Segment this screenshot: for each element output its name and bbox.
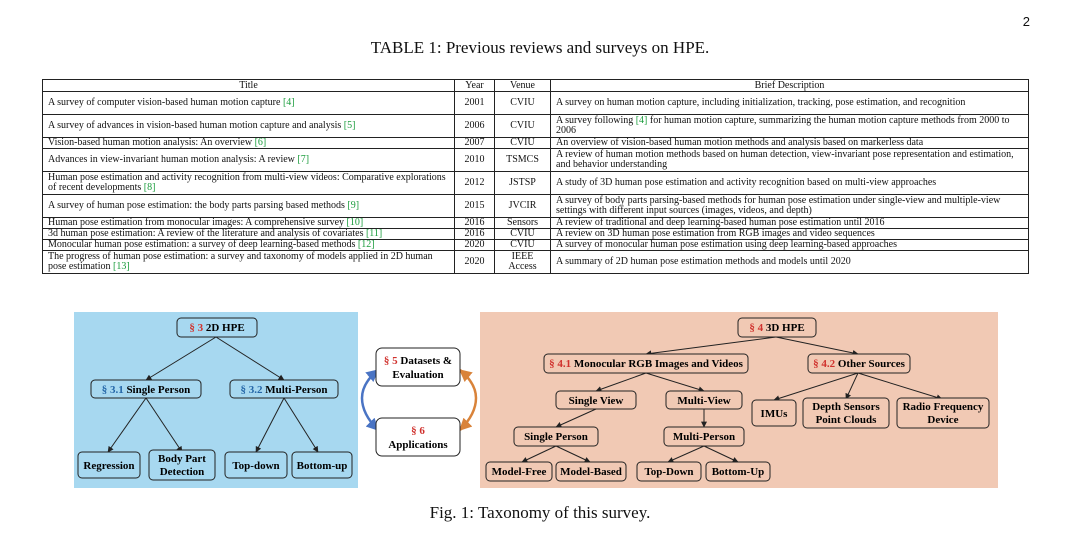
svg-text:Model-Free: Model-Free bbox=[491, 466, 547, 478]
cell-venue: JSTSP bbox=[495, 172, 551, 195]
citation-ref[interactable]: [10] bbox=[346, 217, 364, 228]
node-top-down-3d bbox=[637, 462, 701, 481]
node-top-down bbox=[225, 452, 287, 478]
cell-description: A summary of 2D human pose estimation methods and models until 2020 bbox=[551, 251, 1029, 274]
cell-description: A survey of body parts parsing-based methods for human pose estimation under single-view and multiple-view settings with different input sources (images, videos, and depth) bbox=[551, 195, 1029, 218]
svg-text:§ 3.1 Single Person: § 3.1 Single Person bbox=[101, 384, 191, 396]
cell-title: A survey of advances in vision-based human motion capture and analysis [5] bbox=[43, 115, 455, 138]
svg-text:Detection: Detection bbox=[159, 466, 205, 478]
cell-year: 2020 bbox=[455, 240, 495, 251]
cell-year: 2020 bbox=[455, 251, 495, 274]
citation-ref[interactable]: [8] bbox=[143, 182, 156, 193]
node-depth-sensors bbox=[803, 398, 889, 428]
citation-ref[interactable]: [11] bbox=[365, 228, 383, 239]
svg-text:Multi-View: Multi-View bbox=[677, 395, 731, 407]
svg-text:§ 4 3D HPE: § 4 3D HPE bbox=[749, 322, 805, 334]
cell-title: Advances in view-invariant human motion analysis: A review [7] bbox=[43, 149, 455, 172]
cell-year: 2016 bbox=[455, 218, 495, 229]
table-caption: TABLE 1: Previous reviews and surveys on HPE. bbox=[370, 38, 710, 57]
cell-description: A study of 3D human pose estimation and activity recognition based on multi-view approaches bbox=[551, 172, 1029, 195]
node-radio-frequency bbox=[897, 398, 989, 428]
cell-description: An overview of vision-based human motion methods and analysis based on markerless data bbox=[551, 138, 1029, 149]
cell-title: A survey of human pose estimation: the body parts parsing based methods [9] bbox=[43, 195, 455, 218]
citation-ref[interactable]: [9] bbox=[347, 200, 360, 211]
node-regression bbox=[78, 452, 140, 478]
cell-year: 2015 bbox=[455, 195, 495, 218]
node-other-sources bbox=[808, 354, 910, 373]
page-number: 2 bbox=[1022, 14, 1030, 29]
node-bottom-up-3d bbox=[706, 462, 770, 481]
cell-title: Vision-based human motion analysis: An overview [6] bbox=[43, 138, 455, 149]
arrow-3d-to-applications bbox=[460, 398, 476, 430]
node-multi-view bbox=[666, 391, 742, 409]
svg-text:Radio Frequency: Radio Frequency bbox=[902, 401, 984, 413]
cell-title: 3d human pose estimation: A review of the literature and analysis of covariates [11] bbox=[43, 229, 455, 240]
cell-description: A survey following [4] for human motion capture, summarizing the human motion capture methods from 2000 to 2006 bbox=[551, 115, 1029, 138]
citation-ref[interactable]: [7] bbox=[297, 154, 310, 165]
arrow-3d-to-datasets bbox=[460, 370, 476, 398]
header-title: Title bbox=[43, 80, 455, 92]
node-single-person-3d bbox=[514, 427, 598, 446]
node-3d-hpe bbox=[738, 318, 816, 337]
node-body-part-detection bbox=[149, 450, 215, 480]
cell-venue: IEEE Access bbox=[495, 251, 551, 274]
cell-year: 2012 bbox=[455, 172, 495, 195]
node-monocular bbox=[544, 354, 748, 373]
cell-venue: CVIU bbox=[495, 229, 551, 240]
header-description: Brief Description bbox=[551, 80, 1029, 92]
cell-venue: CVIU bbox=[495, 240, 551, 251]
citation-ref[interactable]: [4] bbox=[635, 115, 648, 126]
cell-venue: CVIU bbox=[495, 138, 551, 149]
node-multi-person-3d bbox=[664, 427, 744, 446]
svg-text:§ 5 Datasets &: § 5 Datasets & bbox=[383, 355, 453, 367]
cell-venue: CVIU bbox=[495, 92, 551, 115]
svg-text:§ 4.2 Other Sources: § 4.2 Other Sources bbox=[813, 358, 905, 370]
svg-text:§ 4.1 Monocular RGB Images and: § 4.1 Monocular RGB Images and Videos bbox=[549, 358, 743, 370]
cell-title: The progress of human pose estimation: a survey and taxonomy of models applied in 2D human pose estimation [13] bbox=[43, 251, 455, 274]
citation-ref[interactable]: [13] bbox=[113, 261, 130, 272]
node-datasets-evaluation bbox=[376, 348, 460, 386]
cell-year: 2010 bbox=[455, 149, 495, 172]
cell-title: Human pose estimation from monocular images: A comprehensive survey [10] bbox=[43, 218, 455, 229]
cell-year: 2016 bbox=[455, 229, 495, 240]
svg-text:§ 3 2D HPE: § 3 2D HPE bbox=[189, 322, 245, 334]
cell-year: 2001 bbox=[455, 92, 495, 115]
cell-description: A review on 3D human pose estimation from RGB images and video sequences bbox=[551, 229, 1029, 240]
citation-ref[interactable]: [4] bbox=[282, 97, 295, 108]
node-single-person bbox=[91, 380, 201, 398]
svg-text:Applications: Applications bbox=[388, 439, 448, 451]
cell-title: A survey of computer vision-based human motion capture [4] bbox=[43, 92, 455, 115]
cell-venue: JVCIR bbox=[495, 195, 551, 218]
cell-title: Monocular human pose estimation: a survey of deep learning-based methods [12] bbox=[43, 240, 455, 251]
svg-text:Top-Down: Top-Down bbox=[644, 466, 694, 478]
header-venue: Venue bbox=[495, 80, 551, 92]
cell-title: Human pose estimation and activity recognition from multi-view videos: Comparative explorations of recent developments [8] bbox=[43, 172, 455, 195]
node-imus bbox=[752, 400, 796, 426]
svg-text:Point Clouds: Point Clouds bbox=[815, 414, 877, 426]
node-model-based bbox=[556, 462, 626, 481]
node-multi-person bbox=[230, 380, 338, 398]
svg-text:IMUs: IMUs bbox=[760, 408, 788, 420]
svg-text:Single Person: Single Person bbox=[524, 431, 588, 443]
cell-venue: CVIU bbox=[495, 115, 551, 138]
svg-text:Model-Based: Model-Based bbox=[560, 466, 622, 478]
svg-text:Multi-Person: Multi-Person bbox=[672, 431, 736, 443]
citation-ref[interactable]: [12] bbox=[357, 239, 375, 250]
node-model-free bbox=[486, 462, 552, 481]
svg-text:Single View: Single View bbox=[568, 395, 624, 407]
node-applications bbox=[376, 418, 460, 456]
svg-text:§ 3.2 Multi-Person: § 3.2 Multi-Person bbox=[240, 384, 328, 396]
figure-caption: Fig. 1: Taxonomy of this survey. bbox=[429, 503, 651, 522]
cell-year: 2007 bbox=[455, 138, 495, 149]
citation-ref[interactable]: [6] bbox=[254, 137, 267, 148]
cell-description: A review of traditional and deep learning-based human pose estimation until 2016 bbox=[551, 218, 1029, 229]
citation-ref[interactable]: [5] bbox=[343, 120, 356, 131]
svg-text:Bottom-up: Bottom-up bbox=[296, 460, 348, 472]
svg-text:Bottom-Up: Bottom-Up bbox=[711, 466, 765, 478]
node-2d-hpe bbox=[177, 318, 257, 337]
svg-text:§ 6: § 6 bbox=[411, 425, 425, 437]
svg-text:Evaluation: Evaluation bbox=[392, 369, 444, 381]
cell-year: 2006 bbox=[455, 115, 495, 138]
svg-text:Body Part: Body Part bbox=[158, 453, 206, 465]
svg-text:Regression: Regression bbox=[83, 460, 135, 472]
cell-venue: TSMCS bbox=[495, 149, 551, 172]
node-bottom-up bbox=[292, 452, 352, 478]
header-year: Year bbox=[455, 80, 495, 92]
cell-description: A survey on human motion capture, including initialization, tracking, pose estimation, and recognition bbox=[551, 92, 1029, 115]
svg-text:Depth Sensors: Depth Sensors bbox=[812, 401, 880, 413]
node-single-view bbox=[556, 391, 636, 409]
svg-text:Device: Device bbox=[927, 414, 959, 426]
cell-venue: Sensors bbox=[495, 218, 551, 229]
cell-description: A review of human motion methods based on human detection, view-invariant pose representation and estimation, and behavior understanding bbox=[551, 149, 1029, 172]
cell-description: A survey of monocular human pose estimation using deep learning-based approaches bbox=[551, 240, 1029, 251]
svg-text:Top-down: Top-down bbox=[232, 460, 280, 472]
